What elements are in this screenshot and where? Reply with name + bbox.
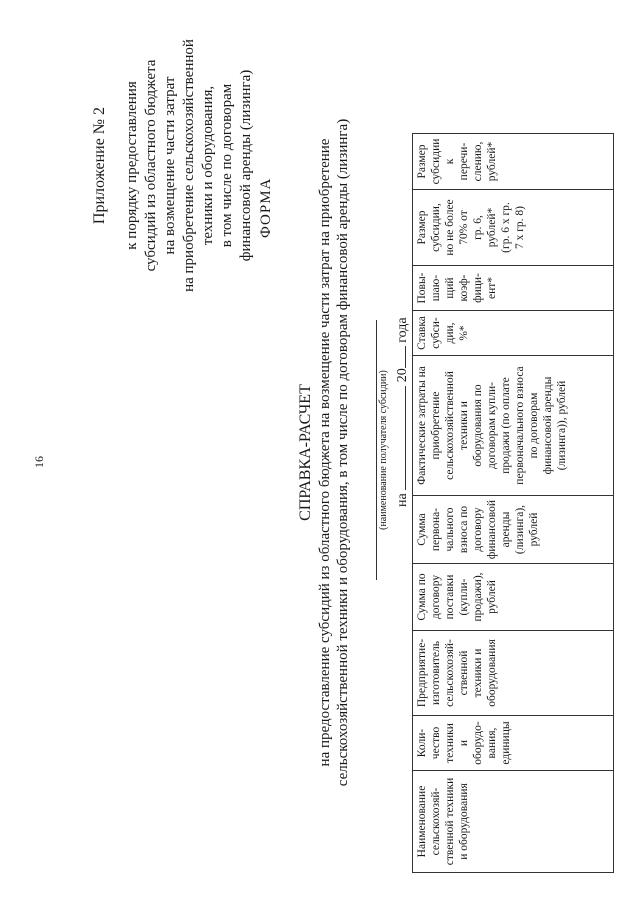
- date-day-month-field[interactable]: [393, 386, 406, 490]
- column-header-subsidy-amount: Размер субсидии, но не более 70% от гр. 6, рублей* (гр. 6 х гр. 7 х гр. 8): [413, 190, 614, 266]
- column-header-equipment-name: Наименование сельскохозяй- ственной техники и оборудования: [413, 771, 614, 873]
- column-header-actual-costs: Фактические затраты на приобретение сельскохозяйственной техники и оборудования по договорам купли- продажи (по оплате первоначального взноса по договорам финансовой аренды (лизинга)), рублей: [413, 356, 614, 496]
- document-subtitle-line1: на предоставление субсидий из областного бюджета на возмещение части затрат на приобретение: [317, 138, 333, 767]
- recipient-caption: (наименование получателя субсидии): [378, 370, 389, 530]
- column-header-contract-sum: Сумма по договору поставки (купли- продажи), рублей: [413, 564, 614, 631]
- date-year-prefix: 20: [395, 368, 410, 383]
- document-page: [0, 12, 639, 893]
- table-header-row: [413, 134, 614, 873]
- appendix-line: техники и оборудования,: [200, 85, 216, 246]
- column-header-manufacturer: Предприятие- изготовитель сельскохозяй- ственной техники и оборудования: [413, 631, 614, 716]
- column-header-coefficient: Повы- шаю- щий коэф- фици- ент*: [413, 266, 614, 311]
- appendix-line: финансовой аренды (лизинга): [238, 69, 254, 262]
- appendix-line: в том числе по договорам: [219, 83, 235, 248]
- column-header-subsidy-rate: Ставка субси- дии, %*: [413, 311, 614, 356]
- date-prefix: на: [395, 493, 410, 507]
- date-year-field[interactable]: [393, 346, 406, 368]
- appendix-line: на приобретение сельскохозяйственной: [181, 39, 197, 292]
- appendix-line: на возмещение части затрат: [162, 76, 178, 255]
- column-header-subsidy-transfer: Размер субсидии к перечи- слению, рублей*: [413, 134, 614, 190]
- document-title: СПРАВКА-РАСЧЕТ: [297, 384, 314, 521]
- date-suffix: года: [395, 317, 410, 343]
- document-subtitle-line2: сельскохозяйственной техники и оборудования, в том числе по договорам финансовой аренды (лизинга): [335, 118, 351, 787]
- column-header-initial-payment: Сумма первона- чального взноса по договору финансовой аренды (лизинга), рублей: [413, 496, 614, 564]
- document-heading: [296, 12, 352, 893]
- column-header-quantity: Коли- чество техники и оборудо- вания, единицы: [413, 716, 614, 771]
- date-row: [393, 317, 411, 507]
- page-number: 16: [32, 456, 46, 468]
- appendix-line: к порядку предоставления: [124, 81, 140, 250]
- calculation-table: [412, 133, 614, 873]
- recipient-name-field[interactable]: [376, 320, 377, 580]
- appendix-title: Приложение № 2: [91, 106, 108, 225]
- appendix-block: [90, 38, 256, 293]
- form-label: ФОРМА: [258, 177, 274, 238]
- appendix-line: субсидий из областного бюджета: [143, 59, 159, 272]
